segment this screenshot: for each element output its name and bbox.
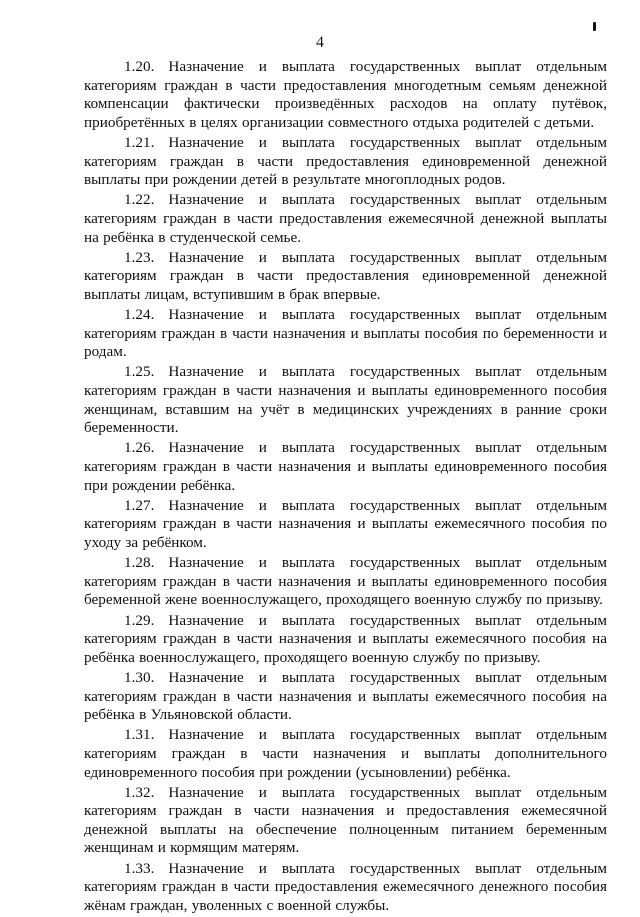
item-number: 1.27. xyxy=(124,496,155,514)
item-text: Назначение и выплата государственных выплат отдельным категориям граждан в части предоставления единовременной денежной выплаты при рождении детей в результате многоплодных родов. xyxy=(84,133,607,189)
item-number: 1.29. xyxy=(124,611,155,629)
item-number: 1.24. xyxy=(124,306,155,324)
item-text: Назначение и выплата государственных выплат отдельным категориям граждан в части предоставления ежемесячного денежного пособия жёнам граждан, уволенных с военной службы. xyxy=(84,859,607,914)
numbered-list xyxy=(84,58,607,917)
list-item xyxy=(84,497,607,553)
list-item xyxy=(84,306,607,362)
item-number: 1.20. xyxy=(124,58,155,75)
item-number: 1.33. xyxy=(124,859,155,877)
item-text: Назначение и выплата государственных выплат отдельным категориям граждан в части назначения и выплаты единовременного пособия беременной жене военнослужащего, проходящего военную службу по призыву. xyxy=(84,554,607,609)
list-item xyxy=(84,726,607,782)
item-text: Назначение и выплата государственных выплат отдельным категориям граждан в части назначения и предоставления ежемесячной денежной выплаты на обеспечение полноценным питанием беременным женщинам и кормящим матерям. xyxy=(84,783,607,857)
item-text: Назначение и выплата государственных выплат отдельным категориям граждан в части назначения и выплаты пособия по беременности и родам. xyxy=(84,306,607,361)
item-number: 1.28. xyxy=(124,554,155,572)
scan-mark xyxy=(593,22,596,31)
list-item xyxy=(84,58,607,132)
list-item xyxy=(84,554,607,610)
item-number: 1.31. xyxy=(124,726,155,744)
item-number: 1.25. xyxy=(124,363,155,381)
item-text: Назначение и выплата государственных выплат отдельным категориям граждан в части предоставления ежемесячной денежной выплаты на ребёнка в студенческой семье. xyxy=(84,191,607,246)
page-number: 4 xyxy=(316,34,324,51)
item-number: 1.32. xyxy=(124,783,155,801)
list-item xyxy=(84,249,607,305)
item-text: Назначение и выплата государственных выплат отдельным категориям граждан в части назначения и выплаты ежемесячного пособия на ребёнка в Ульяновской области. xyxy=(84,668,607,724)
item-text: Назначение и выплата государственных выплат отдельным категориям граждан в части назначения и выплаты единовременного пособия женщинам, вставшим на учёт в медицинских учреждениях в ранние сроки беременности. xyxy=(84,363,607,437)
item-text: Назначение и выплата государственных выплат отдельным категориям граждан в части назначения и выплаты ежемесячного пособия на ребёнка военнослужащего, проходящего военную службу по призыву. xyxy=(84,611,607,666)
list-item xyxy=(84,439,607,495)
item-number: 1.26. xyxy=(124,439,155,457)
list-item xyxy=(84,669,607,725)
item-text: Назначение и выплата государственных выплат отдельным категориям граждан в части назначения и выплаты ежемесячного пособия по уходу за ребёнком. xyxy=(84,496,607,551)
list-item xyxy=(84,860,607,916)
item-number: 1.21. xyxy=(124,133,155,151)
list-item xyxy=(84,784,607,858)
item-text: Назначение и выплата государственных выплат отдельным категориям граждан в части предоставления единовременной денежной выплаты лицам, вступившим в брак впервые. xyxy=(84,248,607,303)
item-text: Назначение и выплата государственных выплат отдельным категориям граждан в части назначения и выплаты дополнительного единовременного пособия при рождении (усыновлении) ребёнка. xyxy=(84,726,607,781)
list-item xyxy=(84,191,607,247)
item-text: Назначение и выплата государственных выплат отдельным категориям граждан в части предоставления многодетным семьям денежной компенсации фактически произведённых расходов на оплату путёвок, приобретённых в целях организации совместного отдыха родителей с детьми. xyxy=(84,58,607,131)
list-item xyxy=(84,363,607,437)
item-number: 1.30. xyxy=(124,668,155,686)
item-text: Назначение и выплата государственных выплат отдельным категориям граждан в части назначения и выплаты единовременного пособия при рождении ребёнка. xyxy=(84,439,607,494)
item-number: 1.23. xyxy=(124,248,155,266)
list-item xyxy=(84,612,607,668)
list-item xyxy=(84,134,607,190)
item-number: 1.22. xyxy=(124,191,155,209)
